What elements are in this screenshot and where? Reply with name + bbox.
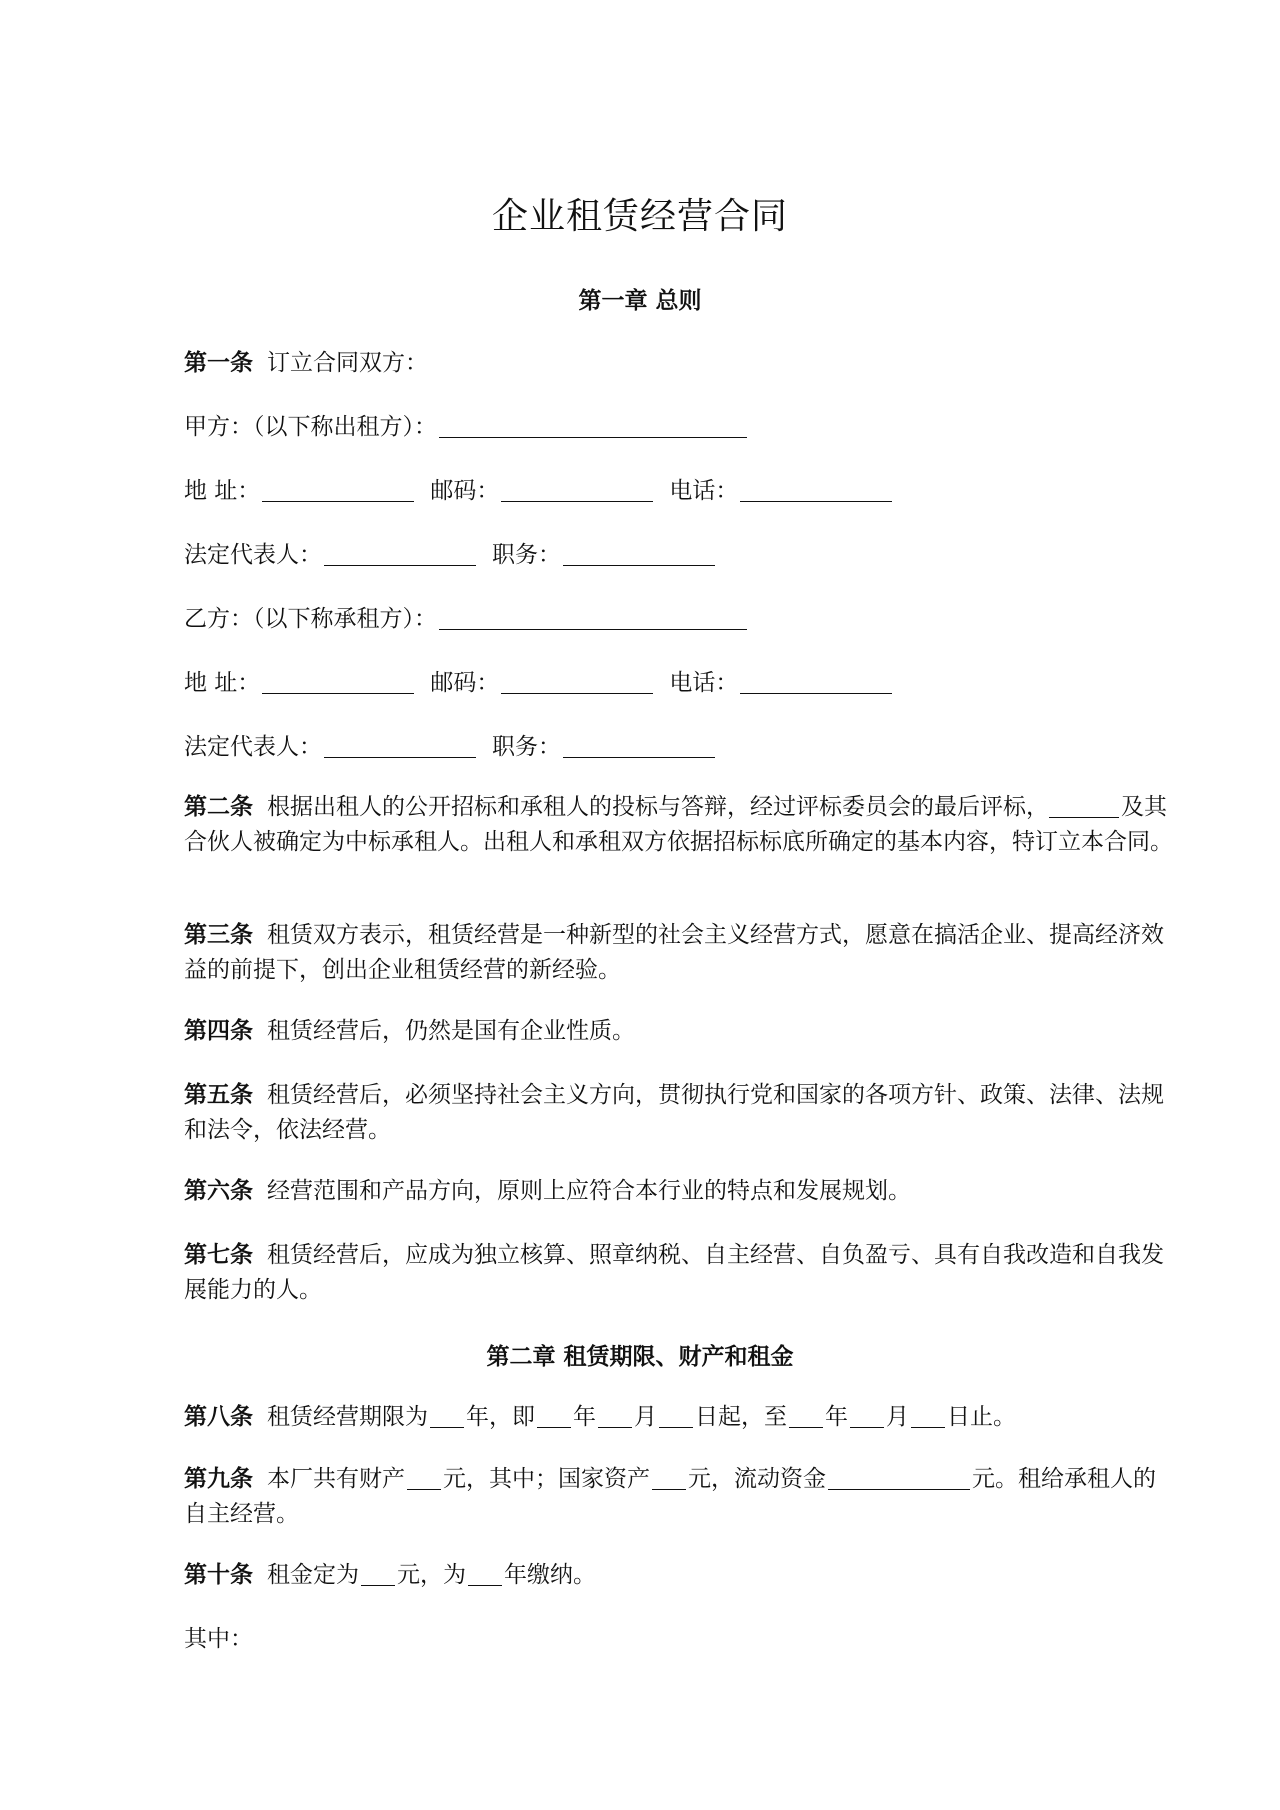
article-text: 订立合同双方： <box>267 350 428 376</box>
document-title: 企业租赁经营合同 <box>491 196 788 237</box>
start-year-blank[interactable] <box>537 1404 571 1428</box>
party-a-address-line <box>184 474 1174 508</box>
rep-blank[interactable] <box>324 542 476 566</box>
term-text: 日止。 <box>947 1404 1016 1430</box>
article-10 <box>184 1558 1174 1592</box>
rent-text: 租金定为 <box>267 1562 359 1588</box>
end-year-blank[interactable] <box>789 1404 823 1428</box>
article-9 <box>184 1462 1174 1532</box>
zip-label: 邮码： <box>430 670 500 696</box>
start-day-blank[interactable] <box>659 1404 693 1428</box>
start-month-blank[interactable] <box>598 1404 632 1428</box>
article-4 <box>184 1014 1174 1049</box>
party-b-address-line <box>184 666 1174 700</box>
end-day-blank[interactable] <box>911 1404 945 1428</box>
article-5 <box>184 1078 1174 1148</box>
post-blank[interactable] <box>563 542 715 566</box>
article-text: 租赁经营后，仍然是国有企业性质。 <box>267 1018 635 1044</box>
party-a-rep-line <box>184 538 1174 572</box>
article-2 <box>184 790 1174 860</box>
article-text-part1: 根据出租人的公开招标和承租人的投标与答辩，经过评标委员会的最后评标， <box>267 794 1049 820</box>
term-text: 月 <box>886 1404 909 1430</box>
article-label: 第四条 <box>184 1018 253 1044</box>
among-label: 其中： <box>184 1626 253 1652</box>
article-text-part2: 及其合伙人被确定为中标承租人。出租人和承租双方依据招标标底所确定的基本内容，特订立本合同。 <box>184 794 1173 855</box>
total-property-blank[interactable] <box>407 1466 441 1490</box>
rent-text: 元，为 <box>397 1562 466 1588</box>
article-text: 租赁双方表示，租赁经营是一种新型的社会主义经营方式，愿意在搞活企业、提高经济效益的前提下，创出企业租赁经营的新经验。 <box>184 922 1164 983</box>
end-month-blank[interactable] <box>850 1404 884 1428</box>
chapter-1-heading: 第一章 总则 <box>578 288 702 314</box>
party-b-label: 乙方：（以下称承租方）： <box>184 606 437 632</box>
rent-years-blank[interactable] <box>468 1562 502 1586</box>
party-a-line <box>184 410 1174 444</box>
property-text: 元，流动资金 <box>688 1466 826 1492</box>
article-label: 第三条 <box>184 922 253 948</box>
rep-blank[interactable] <box>324 734 476 758</box>
state-assets-blank[interactable] <box>652 1466 686 1490</box>
property-text: 本厂共有财产 <box>267 1466 405 1492</box>
post-blank[interactable] <box>563 734 715 758</box>
property-text: 元。租给承租人的自主经营。 <box>184 1466 1156 1527</box>
address-label: 地 址： <box>184 670 261 696</box>
article-text: 租赁经营后，应成为独立核算、照章纳税、自主经营、自负盈亏、具有自我改造和自我发展能力的人。 <box>184 1242 1164 1303</box>
party-a-blank[interactable] <box>439 414 747 438</box>
chapter-2-heading: 第二章 租赁期限、财产和租金 <box>486 1344 794 1370</box>
rent-text: 年缴纳。 <box>504 1562 596 1588</box>
article-3 <box>184 918 1174 988</box>
party-b-rep-line <box>184 730 1174 764</box>
rep-label: 法定代表人： <box>184 734 322 760</box>
working-capital-blank[interactable] <box>828 1466 970 1490</box>
bidder-blank[interactable] <box>1049 794 1119 818</box>
phone-label: 电话： <box>669 670 739 696</box>
party-a-label: 甲方：（以下称出租方）： <box>184 414 437 440</box>
term-text: 日起，至 <box>695 1404 787 1430</box>
article-label: 第十条 <box>184 1562 253 1588</box>
address-blank[interactable] <box>262 478 414 502</box>
article-text: 租赁经营后，必须坚持社会主义方向，贯彻执行党和国家的各项方针、政策、法律、法规和法令，依法经营。 <box>184 1082 1164 1143</box>
article-label: 第八条 <box>184 1404 253 1430</box>
rep-label: 法定代表人： <box>184 542 322 568</box>
rent-amount-blank[interactable] <box>361 1562 395 1586</box>
zip-label: 邮码： <box>430 478 500 504</box>
zip-blank[interactable] <box>501 478 653 502</box>
property-text: 元，其中；国家资产 <box>443 1466 650 1492</box>
article-label: 第七条 <box>184 1242 253 1268</box>
party-b-line <box>184 602 1174 636</box>
party-b-blank[interactable] <box>439 606 747 630</box>
address-blank[interactable] <box>262 670 414 694</box>
term-text: 租赁经营期限为 <box>267 1404 428 1430</box>
phone-blank[interactable] <box>740 478 892 502</box>
article-label: 第六条 <box>184 1178 253 1204</box>
post-label: 职务： <box>492 734 561 760</box>
article-1 <box>184 346 1174 380</box>
term-text: 年，即 <box>466 1404 535 1430</box>
article-text: 经营范围和产品方向，原则上应符合本行业的特点和发展规划。 <box>267 1178 911 1204</box>
article-7 <box>184 1238 1174 1308</box>
article-8 <box>184 1400 1174 1434</box>
article-label: 第九条 <box>184 1466 253 1492</box>
article-label: 第一条 <box>184 350 253 376</box>
post-label: 职务： <box>492 542 561 568</box>
term-text: 年 <box>573 1404 596 1430</box>
term-text: 年 <box>825 1404 848 1430</box>
years-blank[interactable] <box>430 1404 464 1428</box>
zip-blank[interactable] <box>501 670 653 694</box>
phone-blank[interactable] <box>740 670 892 694</box>
article-6 <box>184 1174 1174 1209</box>
term-text: 月 <box>634 1404 657 1430</box>
article-label: 第五条 <box>184 1082 253 1108</box>
address-label: 地 址： <box>184 478 261 504</box>
article-label: 第二条 <box>184 794 253 820</box>
phone-label: 电话： <box>669 478 739 504</box>
